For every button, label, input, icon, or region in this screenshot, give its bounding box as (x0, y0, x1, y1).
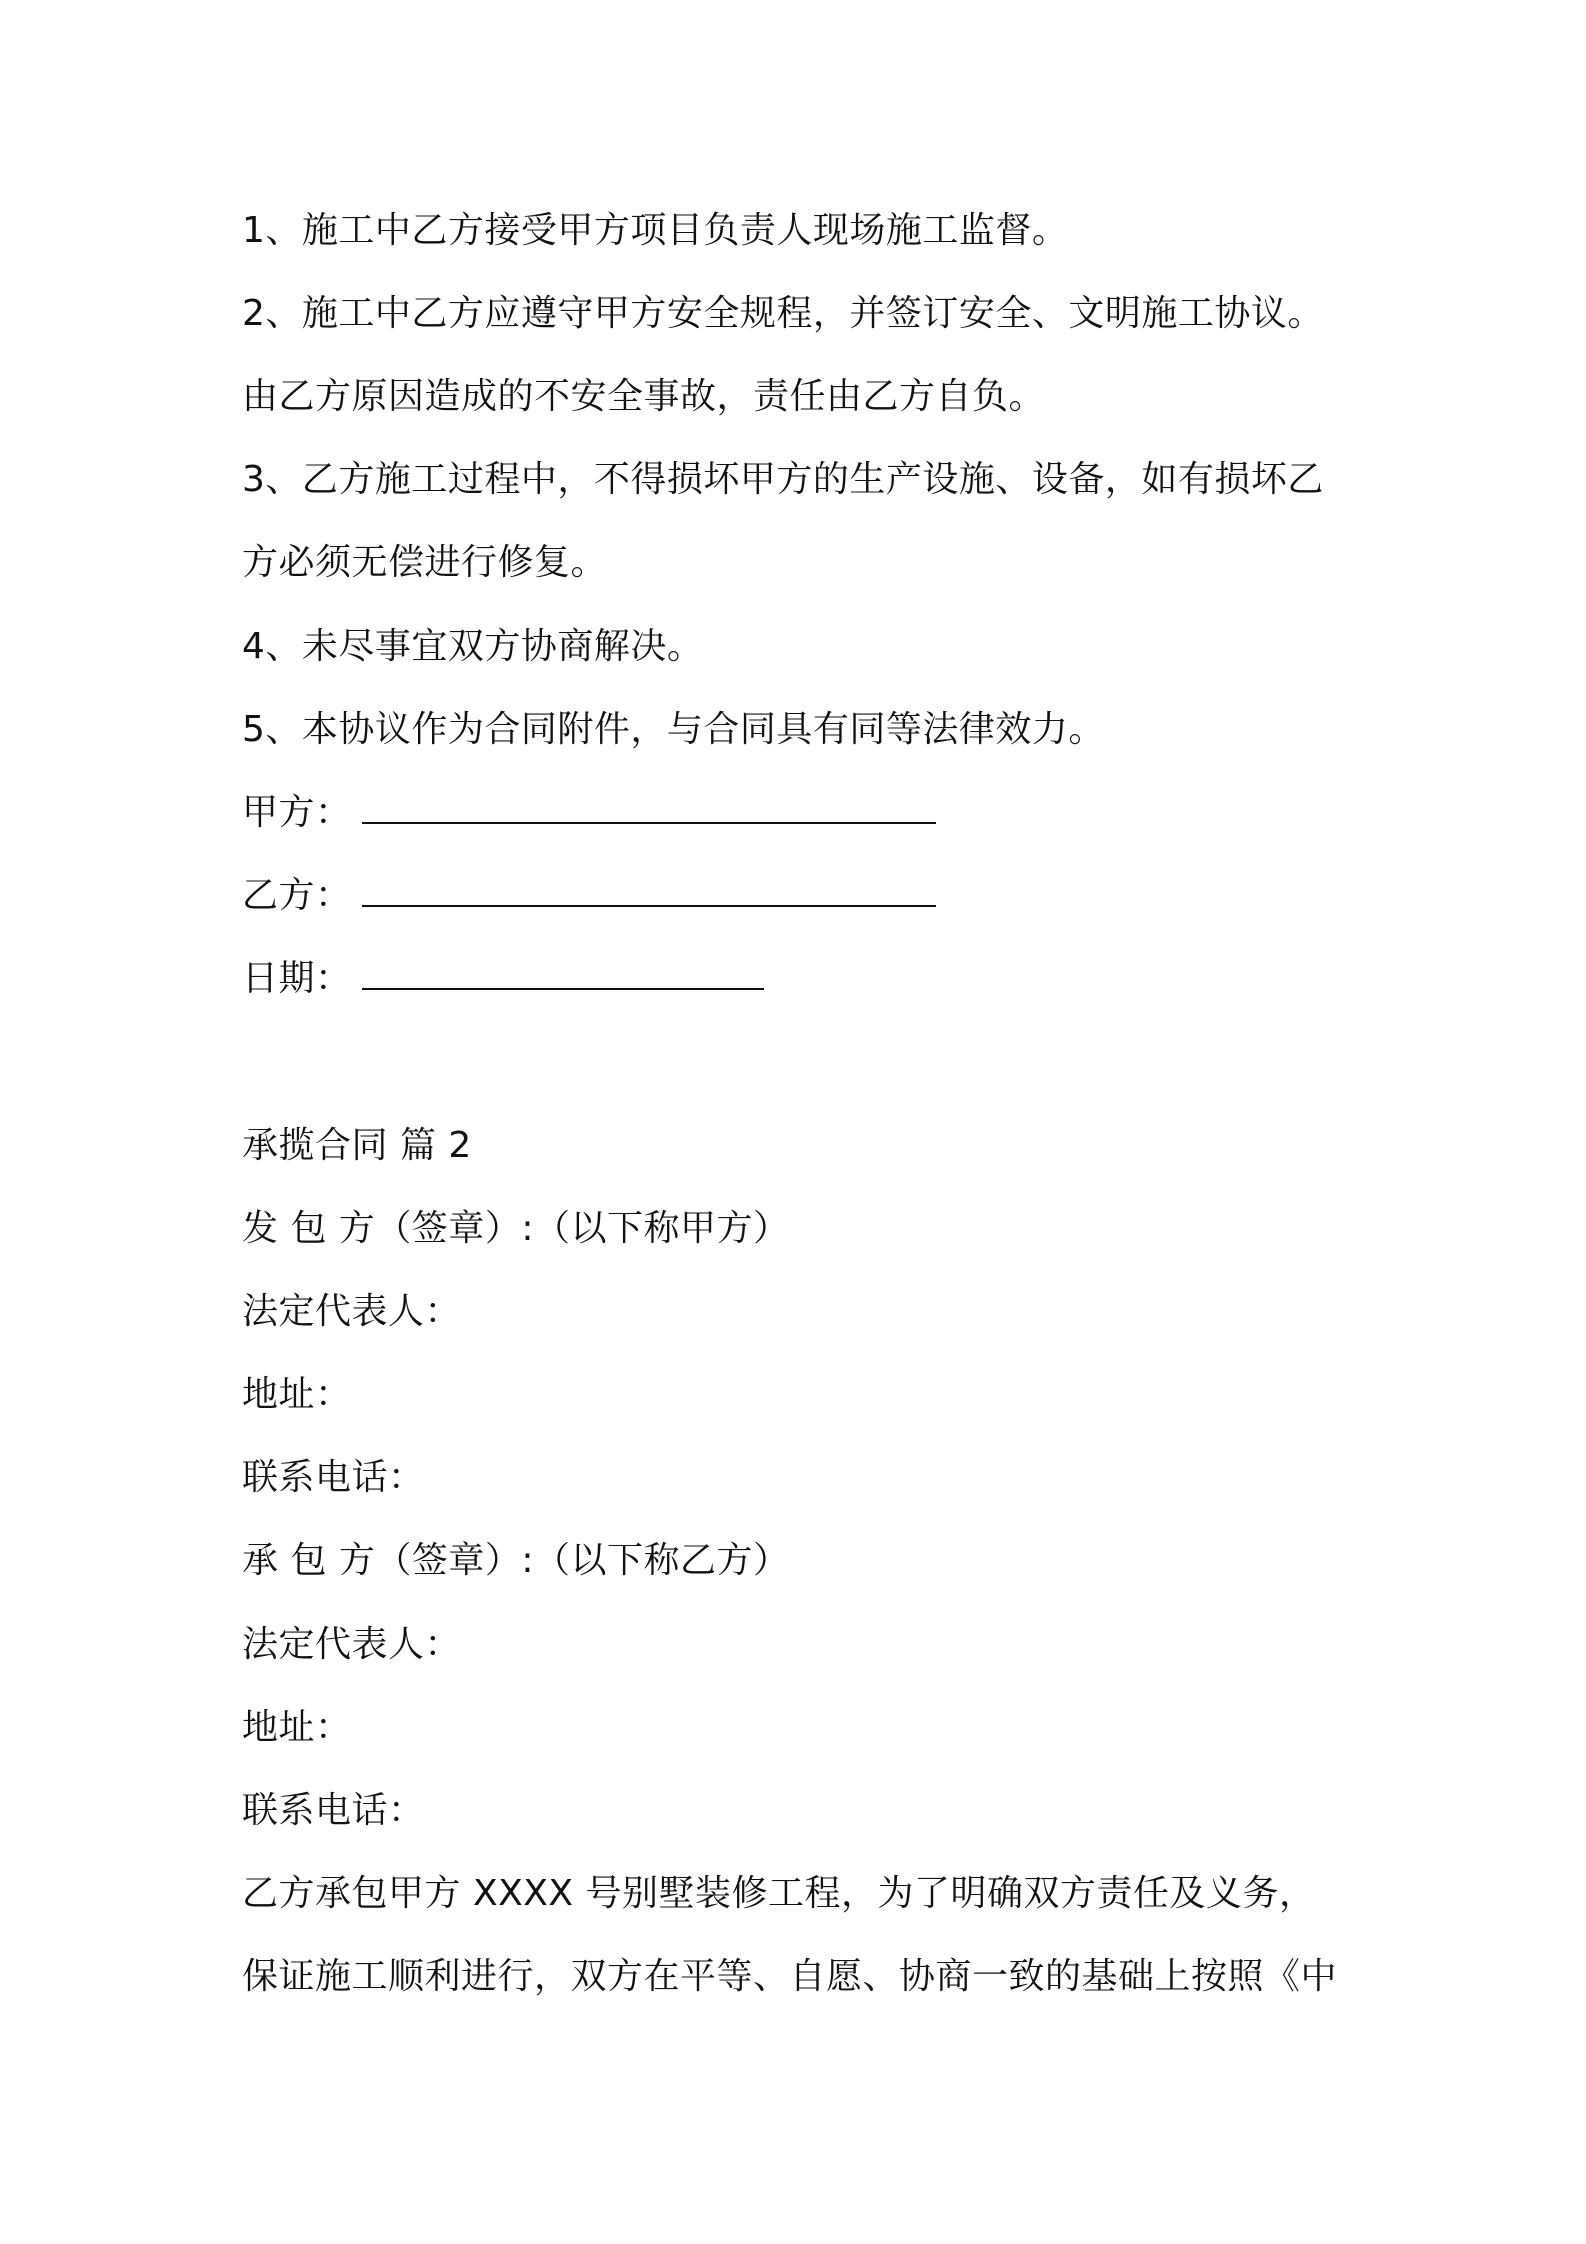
body-paragraph-line-2: 保证施工顺利进行，双方在平等、自愿、协商一致的基础上按照《中 (242, 1956, 1338, 1997)
date-label: 日期： (242, 958, 352, 999)
employer-address: 地址： (242, 1374, 352, 1415)
signature-date (242, 956, 764, 1002)
contractor-address: 地址： (242, 1707, 352, 1748)
term-5: 5、本协议作为合同附件，与合同具有同等法律效力。 (242, 709, 1105, 750)
party-b-signature-line (362, 875, 936, 907)
term-4: 4、未尽事宜双方协商解决。 (242, 626, 704, 667)
contractor-line: 承 包 方（签章）:（以下称乙方） (242, 1540, 790, 1581)
contractor-phone: 联系电话： (242, 1790, 425, 1831)
signature-party-a (242, 790, 936, 836)
body-paragraph-line-1: 乙方承包甲方 XXXX 号别墅装修工程，为了明确双方责任及义务， (242, 1873, 1316, 1914)
term-3: 3、乙方施工过程中，不得损坏甲方的生产设施、设备，如有损坏乙 (242, 459, 1324, 500)
employer-line: 发 包 方（签章）:（以下称甲方） (242, 1208, 790, 1249)
term-2-continued: 由乙方原因造成的不安全事故，责任由乙方自负。 (242, 376, 1046, 417)
party-b-label: 乙方： (242, 875, 352, 916)
party-a-label: 甲方： (242, 792, 352, 833)
term-2: 2、施工中乙方应遵守甲方安全规程，并签订安全、文明施工协议。 (242, 293, 1324, 334)
term-3-continued: 方必须无偿进行修复。 (242, 542, 608, 583)
party-a-signature-line (362, 792, 936, 824)
employer-phone: 联系电话： (242, 1457, 425, 1498)
contractor-representative: 法定代表人： (242, 1624, 462, 1665)
signature-party-b (242, 873, 936, 919)
section-title: 承揽合同 篇 2 (242, 1125, 472, 1166)
term-1: 1、施工中乙方接受甲方项目负责人现场施工监督。 (242, 210, 1069, 251)
employer-representative: 法定代表人： (242, 1291, 462, 1332)
date-signature-line (362, 958, 764, 990)
